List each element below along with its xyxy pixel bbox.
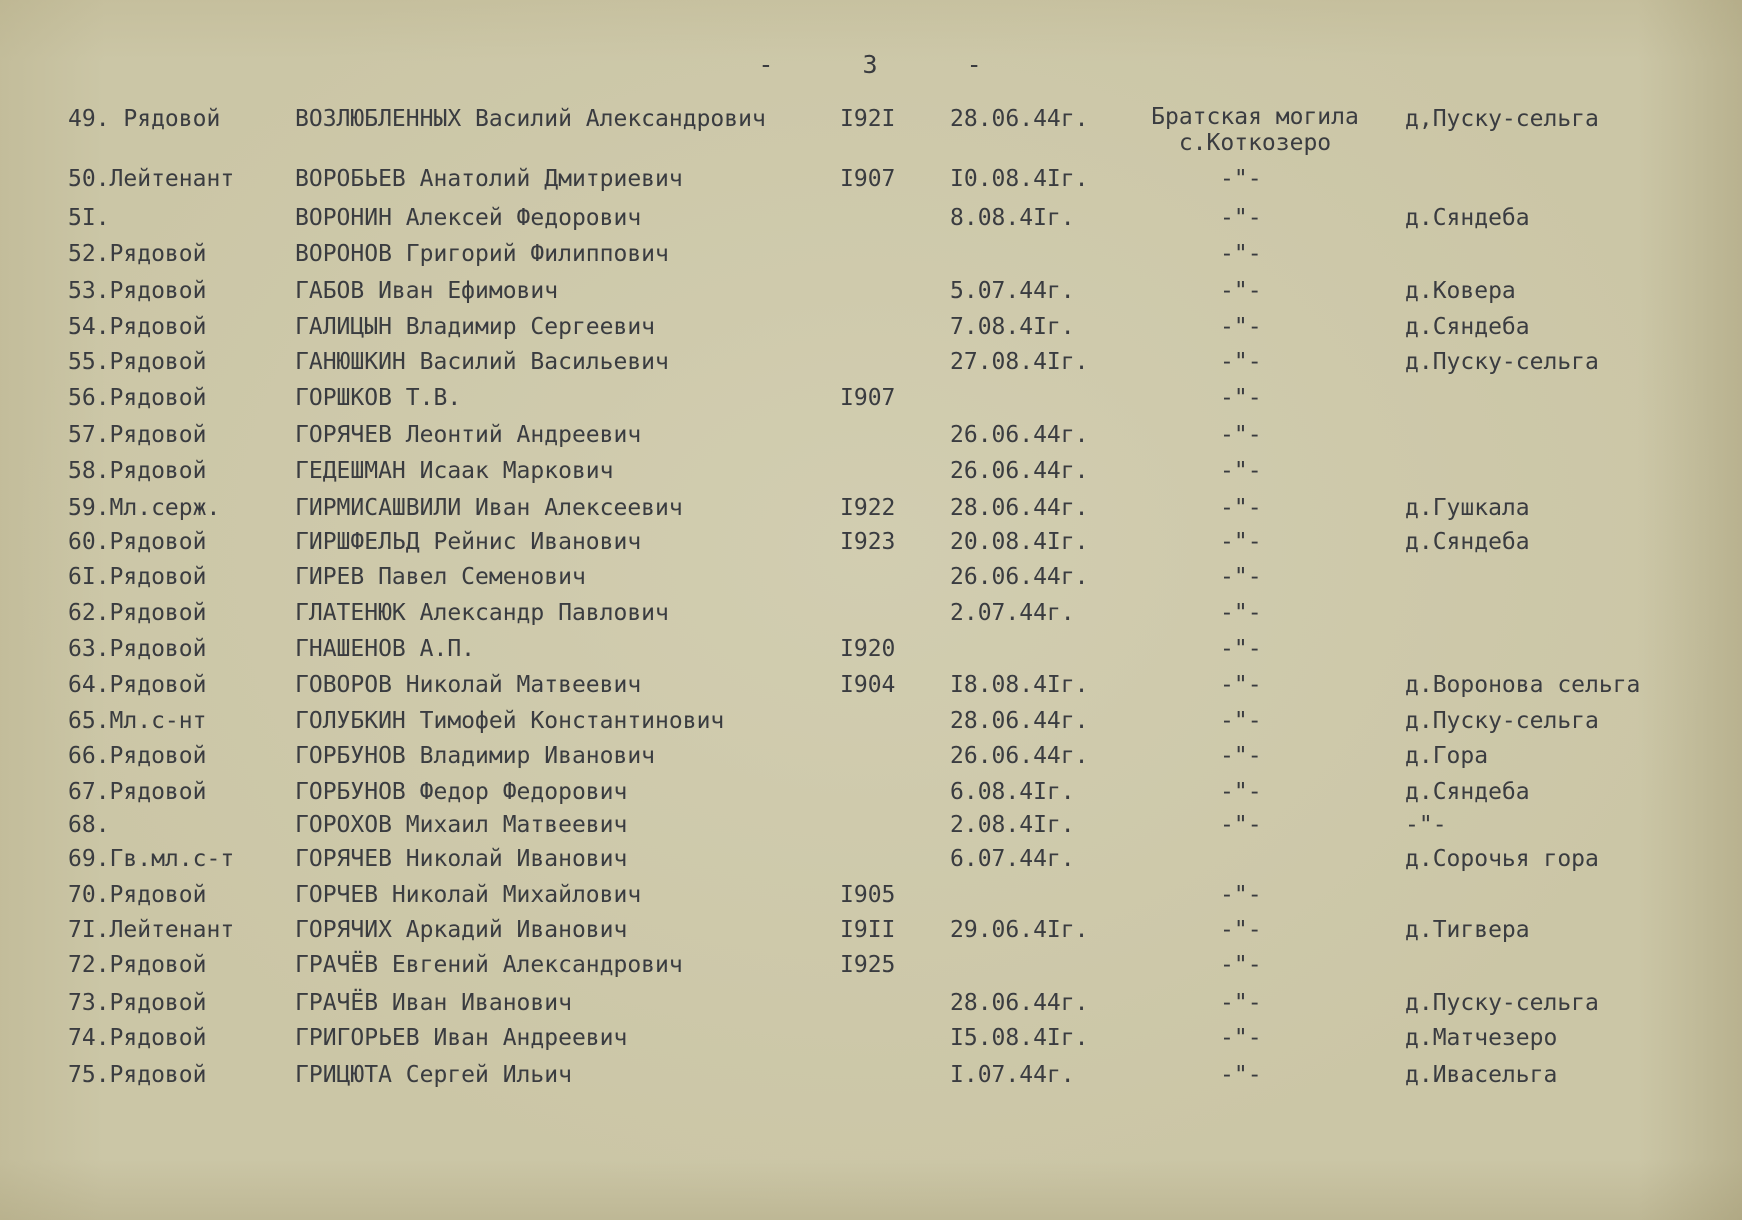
entry-name: ГОРБУНОВ Федор Федорович	[295, 779, 628, 805]
entry-burial-place: -"-	[1220, 564, 1262, 590]
entry-village: д.Сорочья гора	[1405, 846, 1599, 872]
entry-name: ВОЗЛЮБЛЕННЫХ Василий Александрович	[295, 106, 766, 132]
entry-name: ГРИЦЮТА Сергей Ильич	[295, 1062, 572, 1088]
entry-death-date: 26.06.44г.	[950, 743, 1089, 769]
list-row	[0, 1023, 1742, 1053]
entry-burial-place: -"-	[1220, 314, 1262, 340]
entry-birth-year: I923	[840, 529, 896, 555]
list-row	[0, 670, 1742, 700]
entry-rank: 53.Рядовой	[68, 278, 207, 304]
entry-village: д.Пуску-сельга	[1405, 349, 1599, 375]
list-row	[0, 456, 1742, 486]
entry-name: ГОРБУНОВ Владимир Иванович	[295, 743, 656, 769]
list-row	[0, 527, 1742, 557]
entry-death-date: 6.07.44г.	[950, 846, 1075, 872]
list-row	[0, 634, 1742, 664]
entry-village: д.Сяндеба	[1405, 314, 1530, 340]
entry-rank: 55.Рядовой	[68, 349, 207, 375]
entry-village: д.Ивасельга	[1405, 1062, 1558, 1088]
list-row	[0, 988, 1742, 1018]
entry-birth-year: I905	[840, 882, 896, 908]
entry-rank: 65.Мл.с-нт	[68, 708, 207, 734]
entry-village: д.Сяндеба	[1405, 205, 1530, 231]
entry-death-date: 26.06.44г.	[950, 458, 1089, 484]
list-row	[0, 880, 1742, 910]
list-row	[0, 276, 1742, 306]
page-number-value: 3	[862, 50, 880, 79]
page-number-dash-right: -	[966, 50, 984, 79]
entry-name: ГНАШЕНОВ А.П.	[295, 636, 476, 662]
entry-name: ГОЛУБКИН Тимофей Константинович	[295, 708, 725, 734]
entry-name: ГОРЯЧЕВ Леонтий Андреевич	[295, 422, 642, 448]
entry-rank: 74.Рядовой	[68, 1025, 207, 1051]
entry-burial-place: -"-	[1220, 1062, 1262, 1088]
entry-rank: 64.Рядовой	[68, 672, 207, 698]
list-row	[0, 810, 1742, 840]
entry-burial-place: -"-	[1220, 636, 1262, 662]
entry-death-date: 8.08.4Iг.	[950, 205, 1075, 231]
list-row	[0, 420, 1742, 450]
list-row	[0, 104, 1742, 134]
entry-burial-place: -"-	[1220, 672, 1262, 698]
entry-birth-year: I92I	[840, 106, 896, 132]
entry-burial-place: -"-	[1220, 241, 1262, 267]
entry-name: ГАНЮШКИН Василий Васильевич	[295, 349, 669, 375]
entry-village: д.Сяндеба	[1405, 779, 1530, 805]
entry-rank: 66.Рядовой	[68, 743, 207, 769]
list-row	[0, 164, 1742, 194]
entry-burial-place: -"-	[1220, 708, 1262, 734]
list-row	[0, 312, 1742, 342]
entry-rank: 69.Гв.мл.с-т	[68, 846, 235, 872]
entry-rank: 7I.Лейтенант	[68, 917, 235, 943]
entry-rank: 63.Рядовой	[68, 636, 207, 662]
list-row	[0, 915, 1742, 945]
entry-rank: 67.Рядовой	[68, 779, 207, 805]
entry-death-date: 29.06.4Iг.	[950, 917, 1089, 943]
entry-village: д.Пуску-сельга	[1405, 708, 1599, 734]
entry-name: ГОРЧЕВ Николай Михайлович	[295, 882, 642, 908]
entry-burial-place: -"-	[1220, 1025, 1262, 1051]
entry-death-date: 5.07.44г.	[950, 278, 1075, 304]
entry-village: д.Тигвера	[1405, 917, 1530, 943]
entry-burial-place: -"-	[1220, 349, 1262, 375]
entry-name: ГРАЧЁВ Иван Иванович	[295, 990, 572, 1016]
entry-death-date: 28.06.44г.	[950, 708, 1089, 734]
entry-name: ГАЛИЦЫН Владимир Сергеевич	[295, 314, 656, 340]
list-row	[0, 1060, 1742, 1090]
entry-burial-place: -"-	[1220, 917, 1262, 943]
entry-burial-place: -"-	[1220, 458, 1262, 484]
list-row	[0, 383, 1742, 413]
entry-name: ГЕДЕШМАН Исаак Маркович	[295, 458, 614, 484]
entry-death-date: 2.08.4Iг.	[950, 812, 1075, 838]
entry-village: -"-	[1405, 812, 1447, 838]
entry-burial-place: -"-	[1220, 422, 1262, 448]
entry-village: д.Гора	[1405, 743, 1489, 769]
entry-name: ГЛАТЕНЮК Александр Павлович	[295, 600, 669, 626]
entry-name: ГОВОРОВ Николай Матвеевич	[295, 672, 642, 698]
entry-name: ВОРОНИН Алексей Федорович	[295, 205, 642, 231]
entry-name: ГОРОХОВ Михаил Матвеевич	[295, 812, 628, 838]
entry-death-date: 7.08.4Iг.	[950, 314, 1075, 340]
entry-burial-place: -"-	[1220, 952, 1262, 978]
list-row	[0, 203, 1742, 233]
entry-village: д.Воронова сельга	[1405, 672, 1641, 698]
entry-death-date: I8.08.4Iг.	[950, 672, 1089, 698]
entry-rank: 50.Лейтенант	[68, 166, 235, 192]
entry-village: д.Гушкала	[1405, 495, 1530, 521]
entry-rank: 60.Рядовой	[68, 529, 207, 555]
entry-death-date: 6.08.4Iг.	[950, 779, 1075, 805]
entry-birth-year: I920	[840, 636, 896, 662]
entry-name: ГИРЕВ Павел Семенович	[295, 564, 586, 590]
entry-death-date: 27.08.4Iг.	[950, 349, 1089, 375]
entry-village: д.Пуску-сельга	[1405, 990, 1599, 1016]
entry-death-date: I.07.44г.	[950, 1062, 1075, 1088]
entry-name: ГРИГОРЬЕВ Иван Андреевич	[295, 1025, 628, 1051]
entry-rank: 62.Рядовой	[68, 600, 207, 626]
list-row	[0, 598, 1742, 628]
entry-death-date: 26.06.44г.	[950, 564, 1089, 590]
entry-name: ГОРЯЧИХ Аркадий Иванович	[295, 917, 628, 943]
entry-burial-place: -"-	[1220, 529, 1262, 555]
entry-name: ГОРШКОВ Т.В.	[295, 385, 462, 411]
entry-burial-place: -"-	[1220, 495, 1262, 521]
entry-burial-place: -"-	[1220, 278, 1262, 304]
entry-village: д.Ковера	[1405, 278, 1516, 304]
entry-death-date: 28.06.44г.	[950, 495, 1089, 521]
list-row	[0, 347, 1742, 377]
entry-rank: 52.Рядовой	[68, 241, 207, 267]
entry-death-date: 20.08.4Iг.	[950, 529, 1089, 555]
entry-burial-place: -"-	[1220, 779, 1262, 805]
entry-birth-year: I925	[840, 952, 896, 978]
entry-rank: 70.Рядовой	[68, 882, 207, 908]
entry-rank: 49. Рядовой	[68, 106, 221, 132]
list-row	[0, 950, 1742, 980]
entry-rank: 5I.	[68, 205, 110, 231]
burial-heading-line1: Братская могила	[1151, 104, 1359, 130]
entry-burial-place: -"-	[1220, 882, 1262, 908]
entry-name: ВОРОБЬЕВ Анатолий Дмитриевич	[295, 166, 683, 192]
entry-rank: 58.Рядовой	[68, 458, 207, 484]
entry-rank: 54.Рядовой	[68, 314, 207, 340]
entry-birth-year: I922	[840, 495, 896, 521]
entry-burial-place: -"-	[1220, 600, 1262, 626]
entry-name: ВОРОНОВ Григорий Филиппович	[295, 241, 669, 267]
entry-death-date: I0.08.4Iг.	[950, 166, 1089, 192]
entry-rank: 68.	[68, 812, 110, 838]
entry-death-date: 26.06.44г.	[950, 422, 1089, 448]
entry-burial-place: -"-	[1220, 166, 1262, 192]
entry-birth-year: I907	[840, 166, 896, 192]
entry-rank: 75.Рядовой	[68, 1062, 207, 1088]
entry-birth-year: I904	[840, 672, 896, 698]
entry-burial-place: -"-	[1220, 812, 1262, 838]
entry-village: д,Пуску-сельга	[1405, 106, 1599, 132]
list-row	[0, 741, 1742, 771]
entry-rank: 56.Рядовой	[68, 385, 207, 411]
burial-heading-line2: с.Коткозеро	[1178, 130, 1332, 156]
entry-rank: 72.Рядовой	[68, 952, 207, 978]
entry-death-date: I5.08.4Iг.	[950, 1025, 1089, 1051]
entry-burial-place: -"-	[1220, 743, 1262, 769]
entry-name: ГОРЯЧЕВ Николай Иванович	[295, 846, 628, 872]
list-row	[0, 239, 1742, 269]
entry-name: ГИРМИСАШВИЛИ Иван Алексеевич	[295, 495, 683, 521]
entry-name: ГРАЧЁВ Евгений Александрович	[295, 952, 683, 978]
entry-burial-place: -"-	[1220, 205, 1262, 231]
entry-village: д.Сяндеба	[1405, 529, 1530, 555]
page-number-dash-left: -	[758, 50, 776, 79]
list-row	[0, 777, 1742, 807]
entry-name: ГАБОВ Иван Ефимович	[295, 278, 559, 304]
entry-village: д.Матчезеро	[1405, 1025, 1558, 1051]
list-row	[0, 562, 1742, 592]
entry-birth-year: I9II	[840, 917, 896, 943]
entry-rank: 59.Мл.серж.	[68, 495, 221, 521]
entry-rank: 73.Рядовой	[68, 990, 207, 1016]
entry-death-date: 28.06.44г.	[950, 990, 1089, 1016]
entry-birth-year: I907	[840, 385, 896, 411]
entry-death-date: 2.07.44г.	[950, 600, 1075, 626]
page-number	[0, 50, 1742, 79]
entry-rank: 6I.Рядовой	[68, 564, 207, 590]
entry-burial-place: -"-	[1220, 385, 1262, 411]
entry-burial-place: -"-	[1220, 990, 1262, 1016]
list-row	[0, 844, 1742, 874]
list-row	[0, 493, 1742, 523]
entry-name: ГИРШФЕЛЬД Рейнис Иванович	[295, 529, 642, 555]
list-row	[0, 706, 1742, 736]
entry-rank: 57.Рядовой	[68, 422, 207, 448]
entry-death-date: 28.06.44г.	[950, 106, 1089, 132]
